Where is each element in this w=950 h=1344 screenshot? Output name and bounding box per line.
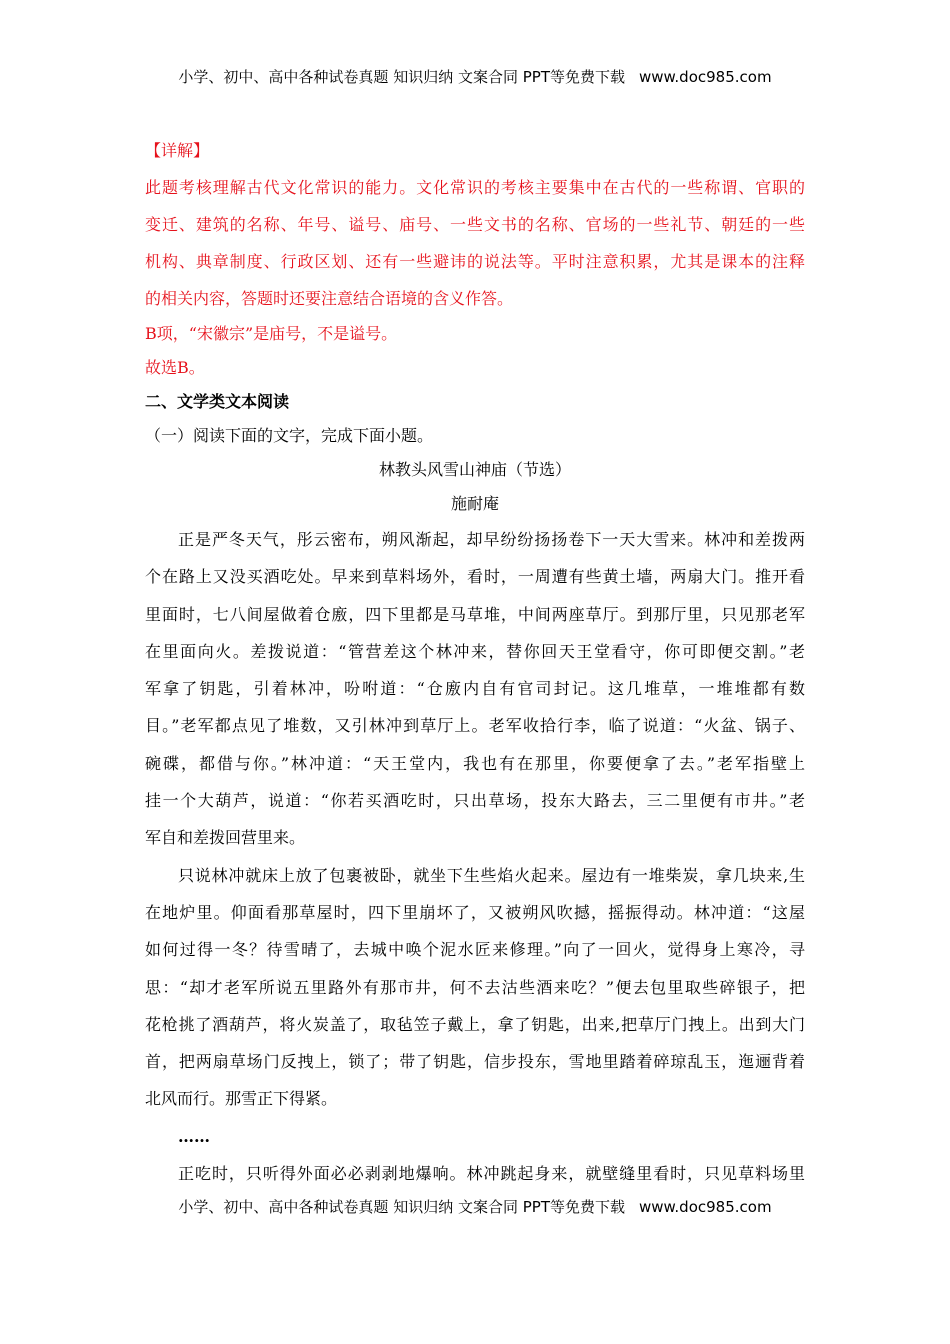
passage-line: 北风而行。那雪正下得紧。 <box>145 1089 338 1109</box>
page-header <box>0 66 950 87</box>
passage-line: 军拿了钥匙，引着林冲，吩咐道：“仓廒内自有官司封记。这几堆草，一堆堆都有数 <box>145 679 805 699</box>
header-url[interactable]: www.doc985.com <box>638 68 772 86</box>
section-heading: 二、文学类文本阅读 <box>145 392 290 411</box>
passage-line: 如何过得一冬？待雪晴了，去城中唤个泥水匠来修理。”向了一回火，觉得身上寒冷，寻 <box>145 940 805 960</box>
page-content <box>145 132 805 1192</box>
section-instruction: （一）阅读下面的文字，完成下面小题。 <box>145 426 434 445</box>
passage-line: 花枪挑了酒葫芦，将火炭盖了，取毡笠子戴上，拿了钥匙，出来,把草厅门拽上。出到大门 <box>145 1014 805 1034</box>
passage-line: 挂一个大葫芦，说道：“你若买酒吃时，只出草场，投东大路去，三二里便有市井。”老 <box>145 791 805 811</box>
header-text: 小学、初中、高中各种试卷真题 知识归纳 文案合同 PPT等免费下载 <box>178 68 625 86</box>
passage-line: 思：“却才老军所说五里路外有那市井，何不去沽些酒来吃？”便去包里取些碎银子，把 <box>145 977 805 997</box>
passage-paragraph-3 <box>145 1155 805 1192</box>
passage-author: 施耐庵 <box>450 494 499 513</box>
explanation-label: 【详解】 <box>145 141 210 160</box>
passage-line: 里面时，七八间屋做着仓廒，四下里都是马草堆，中间两座草厅。到那厅里，只见那老军 <box>145 604 805 624</box>
passage-line: 首，把两扇草场门反拽上，锁了；带了钥匙，信步投东，雪地里踏着碎琼乱玉，迤逦背着 <box>145 1052 805 1072</box>
passage-line: 在地炉里。仰面看那草屋时，四下里崩坏了，又被朔风吹撼，摇振得动。林冲道：“这屋 <box>145 902 805 922</box>
footer-text: 小学、初中、高中各种试卷真题 知识归纳 文案合同 PPT等免费下载 <box>178 1198 625 1216</box>
passage-line: 碗碟，都借与你。”林冲道：“天王堂内，我也有在那里，你要便拿了去。”老军指壁上 <box>145 753 805 773</box>
explanation-line: 的相关内容，答题时还要注意结合语境的含义作答。 <box>145 289 514 308</box>
passage-line: 在里面向火。差拨说道：“管营差这个林冲来，替你回天王堂看守，你可即便交割。”老 <box>145 641 805 661</box>
explanation-point: B项，“宋徽宗”是庙号，不是谥号。 <box>145 324 398 343</box>
passage-line: 只说林冲就床上放了包裹被卧，就坐下生些焰火起来。屋边有一堆柴炭，拿几块来,生 <box>178 865 805 885</box>
passage-paragraph-2 <box>145 857 805 1118</box>
page-footer <box>0 1196 950 1217</box>
passage-line: 军自和差拨回营里来。 <box>145 828 306 848</box>
passage-line: 个在路上又没买酒吃处。早来到草料场外，看时，一周遭有些黄土墙，两扇大门。推开看 <box>145 567 805 587</box>
explanation-body <box>145 169 805 317</box>
explanation-line: 变迁、建筑的名称、年号、谥号、庙号、一些文书的名称、官场的一些礼节、朝廷的一些 <box>145 215 805 234</box>
passage-ellipsis: …… <box>178 1126 210 1146</box>
passage-line: 目。”老军都点见了堆数，又引林冲到草厅上。老军收拾行李，临了说道：“火盆、锅子、 <box>145 716 805 736</box>
passage-line: 正是严冬天气，彤云密布，朔风渐起，却早纷纷扬扬卷下一天大雪来。林冲和差拨两 <box>178 530 805 549</box>
explanation-line: 机构、典章制度、行政区划、还有一些避讳的说法等。平时注意积累，尤其是课本的注释 <box>145 252 805 271</box>
passage-paragraph-1 <box>145 521 805 857</box>
passage-title: 林教头风雪山神庙（节选） <box>378 460 571 479</box>
explanation-answer: 故选B。 <box>145 358 205 377</box>
explanation-line: 此题考核理解古代文化常识的能力。文化常识的考核主要集中在古代的一些称谓、官职的 <box>145 178 805 197</box>
footer-url[interactable]: www.doc985.com <box>638 1198 772 1216</box>
passage-line: 正吃时，只听得外面必必剥剥地爆响。林冲跳起身来，就壁缝里看时，只见草料场里 <box>178 1164 805 1184</box>
